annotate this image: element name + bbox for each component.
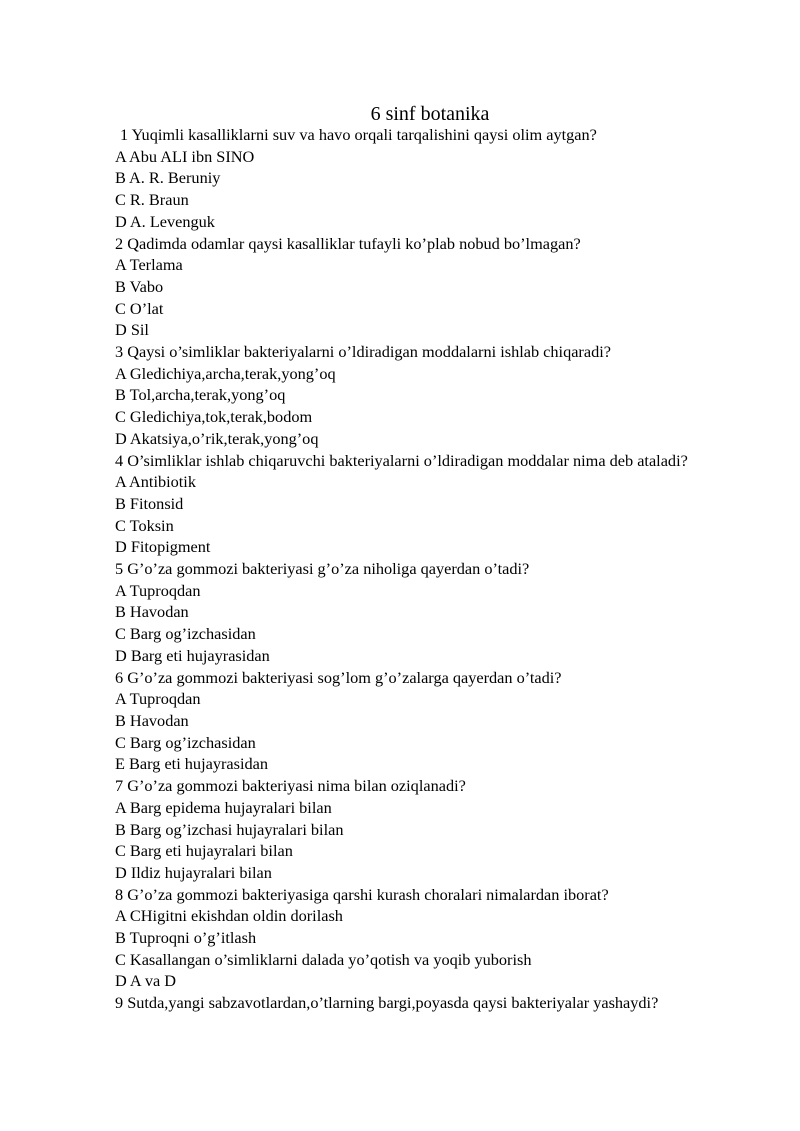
answer-option: D Barg eti hujayrasidan: [115, 645, 270, 665]
answer-option: D A. Levenguk: [115, 211, 215, 231]
answer-option: A Barg epidema hujayralari bilan: [115, 797, 332, 817]
answer-option: D Akatsiya,o’rik,terak,yong’oq: [115, 428, 319, 448]
question-5: [115, 558, 760, 667]
answer-option: C Barg og’izchasidan: [115, 732, 256, 752]
answer-option: A Tuproqdan: [115, 689, 201, 709]
question-text: 7 G’o’za gommozi bakteriyasi nima bilan oziqlanadi?: [115, 776, 466, 796]
answer-option: B Tuproqni o’g’itlash: [115, 928, 257, 948]
answer-option: C Kasallangan o’simliklarni dalada yo’qotish va yoqib yuborish: [115, 949, 532, 969]
answer-option: A Gledichiya,archa,terak,yong’oq: [115, 363, 336, 383]
answer-option: A Terlama: [115, 255, 183, 275]
answer-option: B Fitonsid: [115, 493, 184, 513]
answer-option: A Abu ALI ibn SINO: [115, 146, 255, 166]
question-text: 9 Sutda,yangi sabzavotlardan,o’tlarning bargi,poyasda qaysi bakteriyalar yashaydi?: [115, 993, 659, 1013]
answer-option: C O’lat: [115, 298, 164, 318]
answer-option: C Barg eti hujayralari bilan: [115, 841, 293, 861]
answer-option: B Tol,archa,terak,yong’oq: [115, 385, 286, 405]
question-text: 1 Yuqimli kasalliklarni suv va havo orqali tarqalishini qaysi olim aytgan?: [120, 125, 597, 144]
answer-option: E Barg eti hujayrasidan: [115, 754, 268, 774]
question-2: [115, 233, 760, 342]
question-text: 5 G’o’za gommozi bakteriyasi g’o’za niholiga qayerdan o’tadi?: [115, 559, 530, 579]
answer-option: C Gledichiya,tok,terak,bodom: [115, 407, 313, 427]
question-3: [115, 341, 760, 450]
answer-option: C Barg og’izchasidan: [115, 624, 256, 644]
answer-option: A CHigitni ekishdan oldin dorilash: [115, 906, 343, 926]
question-7: [115, 775, 760, 884]
question-text: 4 O’simliklar ishlab chiqaruvchi bakteriyalarni o’ldiradigan moddalar nima deb ataladi?: [115, 450, 688, 470]
question-1: [115, 124, 760, 233]
question-text: 2 Qadimda odamlar qaysi kasalliklar tufayli ko’plab nobud bo’lmagan?: [115, 233, 581, 253]
answer-option: D Ildiz hujayralari bilan: [115, 862, 272, 882]
question-9: [115, 992, 760, 1014]
document-body: [115, 124, 760, 1014]
answer-option: D Sil: [115, 320, 149, 340]
answer-option: B A. R. Beruniy: [115, 168, 221, 188]
question-4: [115, 450, 760, 559]
answer-option: B Vabo: [115, 276, 164, 296]
question-text: 3 Qaysi o’simliklar bakteriyalarni o’ldiradigan moddalarni ishlab chiqaradi?: [115, 342, 611, 362]
answer-option: D Fitopigment: [115, 537, 211, 557]
question-text: 6 G’o’za gommozi bakteriyasi sog’lom g’o’zalarga qayerdan o’tadi?: [115, 667, 562, 687]
question-text: 8 G’o’za gommozi bakteriyasiga qarshi kurash choralari nimalardan iborat?: [115, 884, 609, 904]
question-8: [115, 884, 760, 993]
answer-option: C Toksin: [115, 515, 174, 535]
answer-option: D A va D: [115, 971, 177, 991]
answer-option: C R. Braun: [115, 190, 189, 210]
answer-option: B Havodan: [115, 710, 189, 730]
answer-option: B Havodan: [115, 602, 189, 622]
answer-option: A Tuproqdan: [115, 580, 201, 600]
answer-option: B Barg og’izchasi hujayralari bilan: [115, 819, 344, 839]
answer-option: A Antibiotik: [115, 472, 196, 492]
page-title: 6 sinf botanika: [370, 103, 490, 125]
question-6: [115, 667, 760, 776]
